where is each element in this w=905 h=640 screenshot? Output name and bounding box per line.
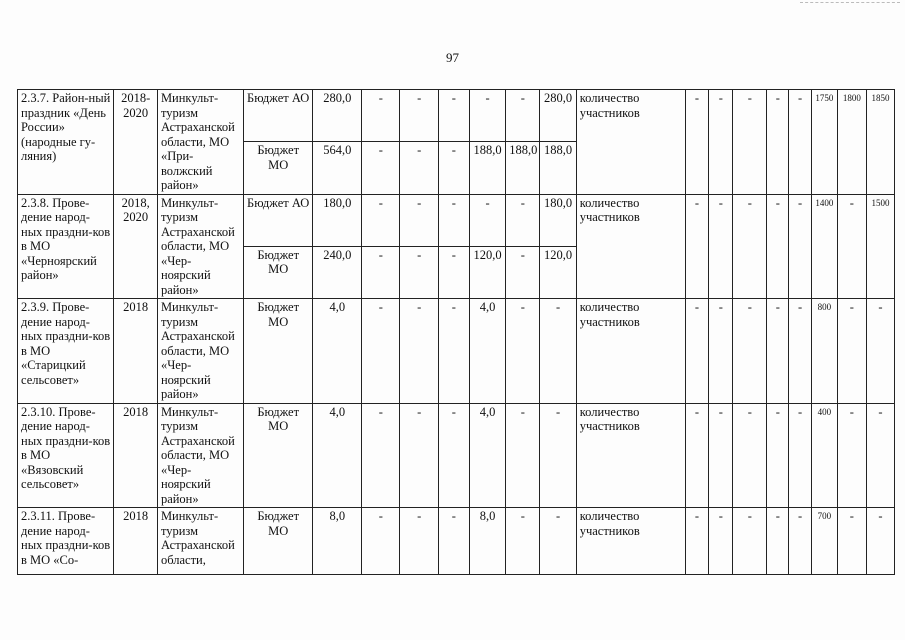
- measure-row: [18, 508, 895, 575]
- measure-name: 2.3.8. Прове-дение народ-ных праздни-ков в МО «Черноярский район»: [18, 194, 114, 299]
- funding-year-value: -: [506, 508, 540, 575]
- funding-year-value: -: [540, 508, 576, 575]
- funding-year-value: -: [400, 142, 438, 194]
- indicator-target-value: -: [709, 299, 733, 404]
- funding-year-value: -: [362, 194, 400, 246]
- indicator-target-value: -: [709, 90, 733, 195]
- indicator-target-value: -: [837, 194, 866, 299]
- funding-year-value: 180,0: [540, 194, 576, 246]
- scan-edge-mark: [800, 2, 900, 4]
- indicator-name: количество участников: [576, 194, 685, 299]
- funding-source: Бюджет МО: [243, 142, 312, 194]
- indicator-target-value: -: [767, 403, 789, 508]
- indicator-name: количество участников: [576, 508, 685, 575]
- indicator-target-value: -: [733, 403, 767, 508]
- funding-year-value: -: [469, 90, 505, 142]
- funding-year-value: -: [540, 299, 576, 404]
- measure-row: [18, 90, 895, 142]
- funding-year-value: -: [400, 194, 438, 246]
- funding-total: 4,0: [313, 299, 362, 404]
- measure-executor: Минкульт-туризм Астраханской области, МО «Чер-ноярский район»: [157, 194, 243, 299]
- funding-year-value: 188,0: [506, 142, 540, 194]
- funding-year-value: -: [438, 90, 469, 142]
- indicator-name: количество участников: [576, 299, 685, 404]
- page-number: 97: [446, 50, 459, 65]
- indicator-target-value: -: [709, 403, 733, 508]
- measure-years: 2018-2020: [114, 90, 158, 195]
- funding-year-value: -: [438, 508, 469, 575]
- funding-year-value: -: [400, 246, 438, 298]
- funding-year-value: 4,0: [469, 299, 505, 404]
- funding-source: Бюджет МО: [243, 299, 312, 404]
- indicator-target-value: -: [733, 194, 767, 299]
- funding-year-value: 8,0: [469, 508, 505, 575]
- funding-total: 8,0: [313, 508, 362, 575]
- indicator-target-value: -: [866, 403, 894, 508]
- funding-year-value: -: [362, 299, 400, 404]
- funding-year-value: -: [506, 246, 540, 298]
- funding-year-value: 4,0: [469, 403, 505, 508]
- measure-years: 2018, 2020: [114, 194, 158, 299]
- indicator-target-value: -: [733, 90, 767, 195]
- indicator-target-value: -: [767, 508, 789, 575]
- funding-source: Бюджет МО: [243, 508, 312, 575]
- measure-executor: Минкульт-туризм Астраханской области,: [157, 508, 243, 575]
- measure-executor: Минкульт-туризм Астраханской области, МО «При-волжский район»: [157, 90, 243, 195]
- measure-name: 2.3.11. Прове-дение народ-ных праздни-ков в МО «Со-: [18, 508, 114, 575]
- indicator-target-value: 1400: [811, 194, 837, 299]
- funding-source: Бюджет АО: [243, 194, 312, 246]
- measure-name: 2.3.10. Прове-дение народ-ных праздни-ков в МО «Вязовский сельсовет»: [18, 403, 114, 508]
- measure-years: 2018: [114, 299, 158, 404]
- indicator-target-value: -: [866, 299, 894, 404]
- measure-row: [18, 299, 895, 404]
- indicator-target-value: -: [789, 90, 812, 195]
- funding-year-value: 120,0: [540, 246, 576, 298]
- funding-source: Бюджет АО: [243, 90, 312, 142]
- indicator-target-value: -: [767, 194, 789, 299]
- measures-table: [17, 89, 895, 575]
- indicator-target-value: 1750: [811, 90, 837, 195]
- funding-year-value: -: [438, 299, 469, 404]
- funding-total: 240,0: [313, 246, 362, 298]
- funding-total: 4,0: [313, 403, 362, 508]
- indicator-target-value: -: [709, 194, 733, 299]
- indicator-name: количество участников: [576, 403, 685, 508]
- funding-year-value: -: [438, 142, 469, 194]
- funding-year-value: -: [540, 403, 576, 508]
- indicator-target-value: 800: [811, 299, 837, 404]
- funding-year-value: -: [438, 246, 469, 298]
- measure-name: 2.3.9. Прове-дение народ-ных праздни-ков в МО «Старицкий сельсовет»: [18, 299, 114, 404]
- indicator-target-value: -: [685, 90, 709, 195]
- funding-year-value: -: [362, 246, 400, 298]
- funding-year-value: -: [362, 142, 400, 194]
- indicator-target-value: -: [767, 299, 789, 404]
- indicator-target-value: -: [789, 194, 812, 299]
- measure-row: [18, 403, 895, 508]
- indicator-name: количество участников: [576, 90, 685, 195]
- indicator-target-value: 1500: [866, 194, 894, 299]
- funding-year-value: 188,0: [469, 142, 505, 194]
- funding-year-value: -: [400, 508, 438, 575]
- measure-executor: Минкульт-туризм Астраханской области, МО «Чер-ноярский район»: [157, 299, 243, 404]
- funding-year-value: 120,0: [469, 246, 505, 298]
- indicator-target-value: -: [789, 403, 812, 508]
- indicator-target-value: 700: [811, 508, 837, 575]
- funding-year-value: -: [438, 194, 469, 246]
- funding-year-value: -: [362, 90, 400, 142]
- funding-year-value: -: [438, 403, 469, 508]
- indicator-target-value: -: [685, 403, 709, 508]
- funding-year-value: -: [506, 299, 540, 404]
- measure-years: 2018: [114, 508, 158, 575]
- funding-total: 564,0: [313, 142, 362, 194]
- indicator-target-value: 1850: [866, 90, 894, 195]
- funding-source: Бюджет МО: [243, 403, 312, 508]
- funding-year-value: -: [506, 90, 540, 142]
- indicator-target-value: -: [733, 299, 767, 404]
- indicator-target-value: -: [789, 508, 812, 575]
- funding-total: 180,0: [313, 194, 362, 246]
- indicator-target-value: 1800: [837, 90, 866, 195]
- measure-executor: Минкульт-туризм Астраханской области, МО «Чер-ноярский район»: [157, 403, 243, 508]
- indicator-target-value: -: [837, 403, 866, 508]
- funding-year-value: -: [362, 403, 400, 508]
- measure-row: [18, 194, 895, 246]
- funding-year-value: -: [400, 90, 438, 142]
- indicator-target-value: -: [837, 299, 866, 404]
- indicator-target-value: -: [709, 508, 733, 575]
- indicator-target-value: -: [866, 508, 894, 575]
- funding-year-value: -: [506, 403, 540, 508]
- indicator-target-value: -: [685, 508, 709, 575]
- funding-year-value: -: [362, 508, 400, 575]
- indicator-target-value: -: [837, 508, 866, 575]
- measure-name: 2.3.7. Район-ный праздник «День России» (народные гу-ляния): [18, 90, 114, 195]
- indicator-target-value: 400: [811, 403, 837, 508]
- measures-table-body: [18, 90, 895, 575]
- funding-source: Бюджет МО: [243, 246, 312, 298]
- indicator-target-value: -: [767, 90, 789, 195]
- funding-total: 280,0: [313, 90, 362, 142]
- indicator-target-value: -: [733, 508, 767, 575]
- measure-years: 2018: [114, 403, 158, 508]
- funding-year-value: -: [506, 194, 540, 246]
- funding-year-value: -: [400, 403, 438, 508]
- indicator-target-value: -: [685, 194, 709, 299]
- funding-year-value: 188,0: [540, 142, 576, 194]
- funding-year-value: -: [400, 299, 438, 404]
- funding-year-value: 280,0: [540, 90, 576, 142]
- indicator-target-value: -: [789, 299, 812, 404]
- indicator-target-value: -: [685, 299, 709, 404]
- funding-year-value: -: [469, 194, 505, 246]
